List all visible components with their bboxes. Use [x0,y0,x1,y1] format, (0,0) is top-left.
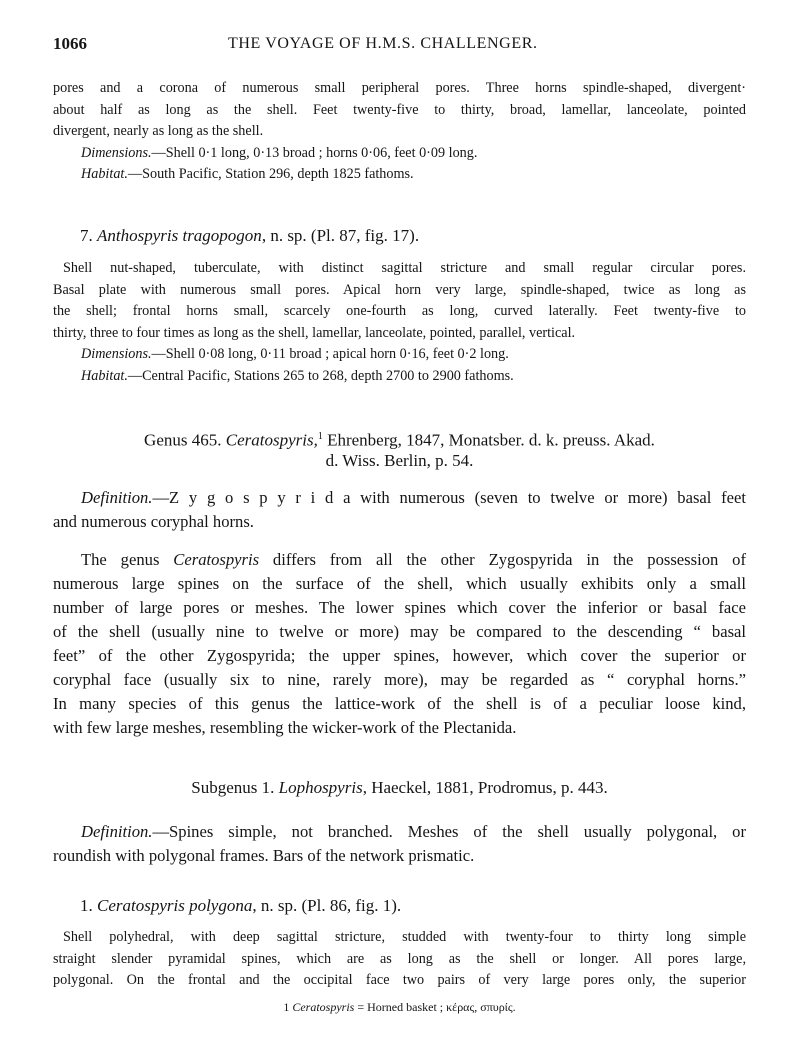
intro-dimensions [53,143,746,165]
paragraph-line [53,548,746,572]
definition-line: and numerous coryphal horns. [53,512,254,531]
habitat-text: —South Pacific, Station 296, depth 1825 fathoms. [127,166,414,182]
habitat-label: Habitat. [81,367,128,384]
description-line: the shell; frontal horns small, scarcely one-fourth as long, curved laterally. Feet twenty-five to [53,303,746,319]
page-number: 1066 [53,34,87,53]
description-line: thirty, three to four times as long as the shell, lamellar, lanceolate, pointed, parallel, vertical. [53,324,576,341]
subgenus-citation: , Haeckel, 1881, Prodromus, p. 443. [362,778,608,797]
paragraph-line: coryphal face (usually six to nine, rarely more), may be regarded as “ coryphal horns.” [53,670,746,689]
genus-definition [53,486,746,534]
footnote-term: Ceratospyris [292,1000,355,1014]
species-name: Ceratospyris polygona [97,896,253,915]
intro-habitat [53,164,746,186]
footnote-marker: 1 [317,431,323,442]
species-number: 1. [80,896,97,915]
intro-block [53,78,746,186]
genus-paragraph [53,548,746,740]
definition-text: —Spines simple, not branched. Meshes of the shell usually polygonal, or [152,822,746,841]
paragraph-line: numerous large spines on the surface of the shell, which usually exhibits only a small [53,574,746,593]
definition-line [53,486,746,510]
description-line: Shell polyhedral, with deep sagittal stricture, studded with twenty-four to thirty long simple [63,929,746,945]
species-7-description [53,258,746,387]
footnote-number: 1 [283,1000,293,1014]
species-citation: , n. sp. (Pl. 87, fig. 17). [261,226,420,245]
footnote [53,1000,746,1014]
species-7-dimensions [53,344,746,366]
description-line: Basal plate with numerous small pores. Apical horn very large, spindle-shaped, twice as long as [53,281,746,298]
definition-line: roundish with polygonal frames. Bars of the network prismatic. [53,846,475,865]
habitat-text: —Central Pacific, Stations 265 to 268, depth 2700 to 2900 fathoms. [127,367,514,384]
genus-heading-line2: d. Wiss. Berlin, p. 54. [325,451,474,470]
species-1-heading [80,894,401,918]
habitat-label: Habitat. [81,166,128,182]
dimensions-text: —Shell 0·1 long, 0·13 broad ; horns 0·06, feet 0·09 long. [151,144,478,161]
paragraph-line: number of large pores or meshes. The lower spines which cover the inferior or basal face [53,598,746,617]
subgenus-definition [53,820,746,868]
genus-name: Ceratospyris, [225,430,318,450]
paragraph-line: feet” of the other Zygospyrida; the upper spines, however, which cover the superior or [53,646,746,665]
paragraph-line: of the shell (usually nine to twelve or more) may be compared to the descending “ basal [53,622,746,641]
paragraph-text: The genus [81,550,174,569]
species-citation: , n. sp. (Pl. 86, fig. 1). [252,896,402,915]
genus-citation: Ehrenberg, 1847, Monatsber. d. k. preuss. Akad. [322,430,655,450]
subgenus-number: Subgenus 1. [191,778,279,797]
dimensions-text: —Shell 0·08 long, 0·11 broad ; apical horn 0·16, feet 0·2 long. [151,346,509,362]
species-number: 7. [80,226,97,245]
intro-line: about half as long as the shell. Feet twenty-five to thirty, broad, lamellar, lanceolate, pointed [53,101,746,118]
paragraph-text: differs from all the other Zygospyrida in the possession of [259,550,747,569]
dimensions-label: Dimensions. [81,144,152,161]
species-1-description [53,927,746,992]
dimensions-label: Dimensions. [81,346,152,362]
genus-name-inline: Ceratospyris [173,550,260,569]
description-line: Shell nut-shaped, tuberculate, with distinct sagittal stricture and small regular circular pores. [63,260,746,276]
description-line: polygonal. On the frontal and the occipital face two pairs of very large pores only, the superior [53,972,746,988]
definition-label: Definition. [81,488,153,507]
definition-line [53,820,746,844]
species-7-heading [80,224,419,248]
definition-label: Definition. [81,822,153,841]
footnote-text: = Horned basket ; κέρας, σπυρίς. [354,1000,516,1014]
definition-text: —Z y g o s p y r i d a with numerous (seven to twelve or more) basal feet [152,488,746,507]
intro-line: pores and a corona of numerous small peripheral pores. Three horns spindle-shaped, divergent· [53,80,746,96]
paragraph-line: with few large meshes, resembling the wicker-work of the Plectanida. [53,718,517,737]
description-line: straight slender pyramidal spines, which are as long as the shell or longer. All pores large, [53,950,746,967]
species-7-habitat [53,366,746,388]
genus-number: Genus 465. [144,430,226,450]
running-title: THE VOYAGE OF H.M.S. CHALLENGER. [228,35,538,52]
subgenus-name: Lophospyris [278,778,363,797]
species-name: Anthospyris tragopogon [97,226,262,245]
subgenus-heading [53,776,746,800]
intro-line: divergent, nearly as long as the shell. [53,123,264,139]
paragraph-line: In many species of this genus the lattice-work of the shell is of a peculiar loose kind, [53,694,746,713]
